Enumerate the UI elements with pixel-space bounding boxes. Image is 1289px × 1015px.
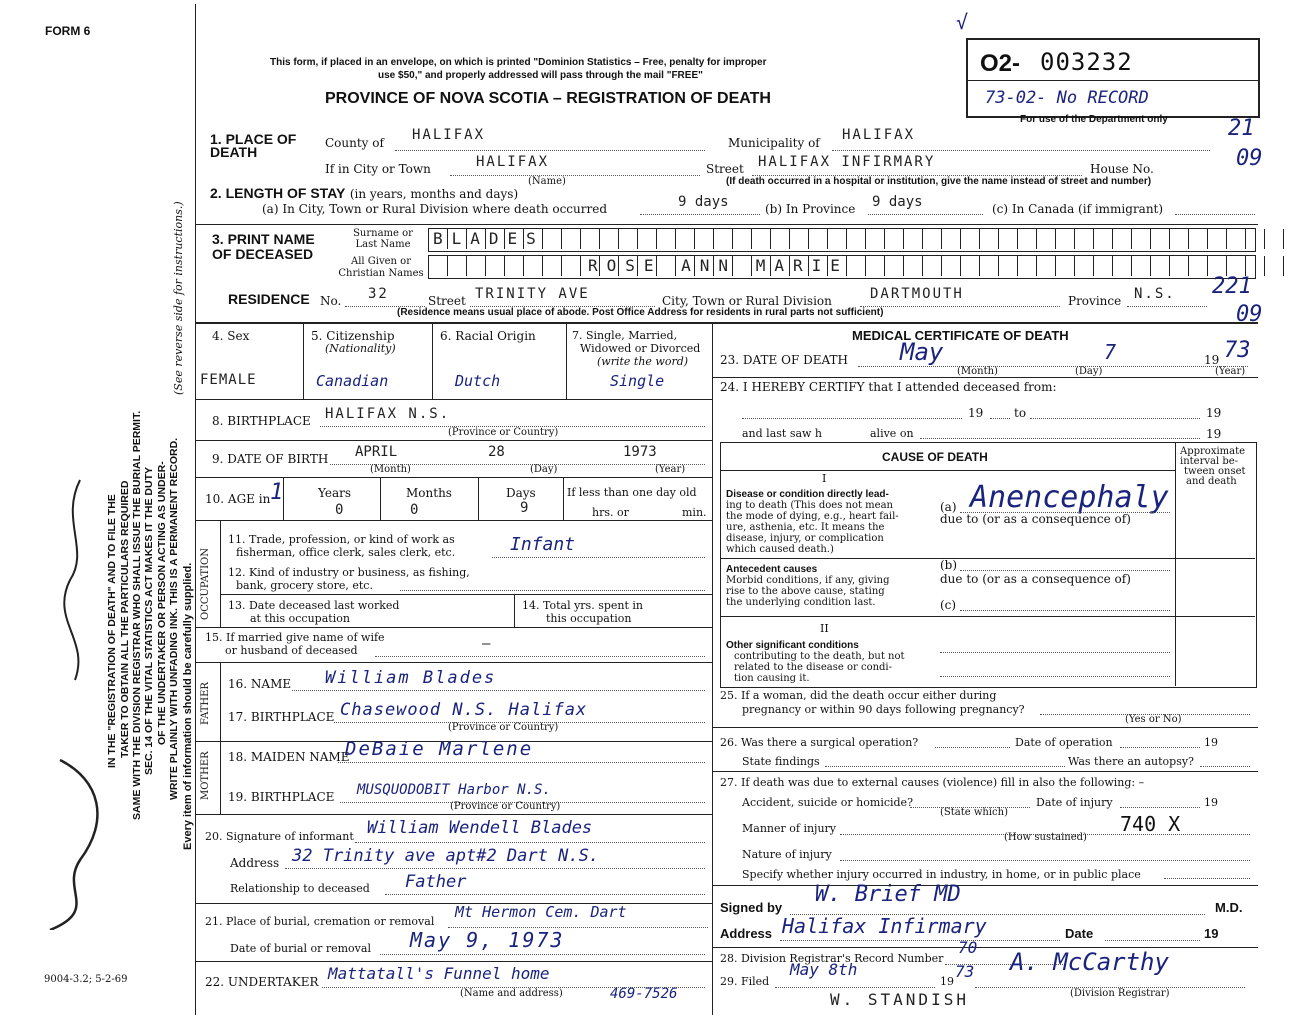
burial-place-value: Mt Hermon Cem. Dart [455,903,627,921]
father-side-label: FATHER [200,682,211,725]
mother-birthplace-label: 19. BIRTHPLACE [228,790,335,804]
father-birthplace-sub: (Province or Country) [448,722,559,733]
residence-label: RESIDENCE [228,291,310,307]
dod-year-prefix: 19 [1204,353,1220,367]
county-value: HALIFAX [412,127,486,143]
filed-value: May 8th [790,960,858,979]
disease-line-3: the mode of dying, e.g., heart fail- [726,511,899,522]
residence-note: (Residence means usual place of abode. Post Office Address for residents in rural parts not sufficient) [397,307,884,318]
reg-number: 003232 [1040,48,1133,76]
marital-value: Single [610,372,665,390]
sex-value: FEMALE [200,372,257,388]
dob-day-label: (Day) [530,464,558,475]
dod-year: 73 [1224,338,1251,363]
margin-signature [20,460,130,930]
undertaker-value: Mattatall's Funnel home [328,964,550,983]
reg-prefix: O2- [980,50,1021,77]
residence-no-value: 32 [368,286,389,302]
dod-month-label: (Month) [957,366,998,377]
place-label: 1. PLACE OF DEATH [210,131,297,160]
stay-a-label: (a) In City, Town or Rural Division where death occurred [262,202,608,216]
notice-line-2: use $50," and properly addressed will pass through the mail "FREE" [378,70,703,81]
margin-line-1: SEC. 14 OF THE VITAL STATISTICS ACT MAKES IT THE DUTY [143,466,155,775]
med-address-value: Halifax Infirmary [782,914,987,938]
residence-city-label: City, Town or Rural Division [662,294,832,308]
city-name-label: (Name) [528,176,566,187]
disease-line-2: ing to death (This does not mean [726,500,893,511]
disease-line-6: which caused death.) [726,544,834,555]
registrar-label: (Division Registrar) [1070,988,1170,999]
given-label: All Given or Christian Names [338,256,424,279]
code-4: 09 [1236,302,1263,327]
cause-b-label: (b) [940,558,958,572]
racial-value: Dutch [455,372,501,390]
marital-label-3: (write the word) [597,355,689,368]
stay-b-label: (b) In Province [765,202,856,216]
undertaker-label: 22. UNDERTAKER [205,975,319,989]
county-label: County of [325,136,384,150]
informant-sig-value: William Wendell Blades [367,818,593,838]
antecedent-title: Antecedent causes [726,564,818,575]
dod-day: 7 [1104,340,1117,364]
years-value: 0 [335,502,346,518]
yes-no-label: (Yes or No) [1125,714,1182,725]
marital-label-1: 7. Single, Married, [572,329,678,342]
dob-label: 9. DATE OF BIRTH [212,452,329,466]
dept-label: For use of the Department only [1020,114,1168,125]
state-which-label: (State which) [940,807,1008,818]
margin-line-3: TAKER TO OBTAIN ALL THE PARTICULARS REQUIRED [119,480,131,758]
mother-birthplace-value: MUSQUODOBIT Harbor N.S. [357,782,551,798]
occupation-side-label: OCCUPATION [200,548,211,620]
code-1: 21 [1228,116,1255,141]
maiden-value: DeBaie Marlene [345,738,534,760]
findings-label: State findings [742,755,820,768]
months-value: 0 [410,502,421,518]
married-value: – [482,636,493,652]
street-label: Street [706,162,744,176]
sex-label: 4. Sex [212,329,250,343]
months-label: Months [406,486,452,500]
med-address-label: Address [720,926,773,941]
total-label-2: this occupation [546,612,632,625]
mother-birthplace-sub: (Province or Country) [450,801,561,812]
hrs-label: hrs. or [592,506,629,519]
dept-note: 73-02- No RECORD [985,88,1149,108]
disease-line-5: disease, injury, or complication [726,533,884,544]
manner-label: Manner of injury [742,822,837,835]
mother-side-label: MOTHER [200,751,211,800]
form-number: FORM 6 [45,24,91,38]
trade-label-2: fisherman, office clerk, sales clerk, etc. [236,546,456,559]
informant-rel-value: Father [405,872,467,892]
medical-title: MEDICAL CERTIFICATE OF DEATH [852,328,1069,343]
dod-month: May [900,338,944,366]
interval-label-1: Approximate [1180,446,1246,457]
cause-c-label: (c) [940,598,957,612]
lessday-label: If less than one day old [567,486,697,499]
signed-value: W. Brief MD [815,882,961,907]
dob-day: 28 [488,444,505,460]
cause-title: CAUSE OF DEATH [882,450,988,464]
father-name-value: William Blades [325,668,497,688]
residence-city-value: DARTMOUTH [870,286,964,302]
dob-year: 1973 [623,444,657,460]
undertaker-phone: 469-7526 [610,986,678,1002]
code-3: 221 [1212,274,1252,299]
municipality-label: Municipality of [728,136,820,150]
deceased-name-label: 3. PRINT NAME OF DECEASED [212,231,315,262]
cause-a-label: (a) [940,500,957,514]
years-label: Years [318,486,352,500]
dob-year-label: (Year) [655,464,686,475]
residence-street-label: Street [428,294,466,308]
q25-line-1: 25. If a woman, did the death occur either during [720,689,997,702]
street-value: HALIFAX INFIRMARY [758,154,936,170]
residence-province-label: Province [1068,294,1122,308]
dod-year-label: (Year) [1215,366,1246,377]
page-title: PROVINCE OF NOVA SCOTIA – REGISTRATION OF DEATH [325,90,771,107]
dob-month-label: (Month) [370,464,411,475]
antecedent-line-3: the underlying condition last. [726,597,876,608]
house-label: House No. [1090,162,1154,176]
q25-line-2: pregnancy or within 90 days following pregnancy? [742,703,1025,716]
min-label: min. [682,506,707,519]
days-label: Days [506,486,536,500]
married-label-2: or husband of deceased [225,644,358,657]
injury-19: 19 [1204,796,1218,809]
lastworked-label-1: 13. Date deceased last worked [228,599,400,612]
given-value: ROSE ANN MARIE [588,256,849,275]
informant-rel-label: Relationship to deceased [230,882,370,895]
stay-a-value: 9 days [678,194,729,210]
residence-no-label: No. [320,294,342,308]
stay-label: 2. LENGTH OF STAY (in years, months and days) [210,185,519,201]
undertaker-sub: (Name and address) [460,988,563,999]
total-label-1: 14. Total yrs. spent in [522,599,643,612]
surname-value: BLADES [433,229,545,248]
antecedent-line-1: Morbid conditions, if any, giving [726,575,890,586]
manner-code: 740 X [1120,812,1181,836]
check-mark: √ [956,10,969,34]
burial-place-label: 21. Place of burial, cremation or removal [205,915,435,928]
other-line-1: contributing to the death, but not [734,651,905,662]
racial-label: 6. Racial Origin [440,329,536,343]
industry-label-2: bank, grocery store, etc. [236,579,373,592]
stay-c-label: (c) In Canada (if immigrant) [992,202,1164,216]
notice-line-1: This form, if placed in an envelope, on which is printed "Dominion Statistics – Free, penalty for improper [270,57,767,68]
dob-month: APRIL [355,444,398,460]
father-birthplace-label: 17. BIRTHPLACE [228,710,335,724]
roman-2: II [820,622,829,635]
op-19: 19 [1204,736,1218,749]
informant-address-label: Address [230,856,280,870]
lastworked-label-2: at this occupation [250,612,350,625]
burial-date-value: May 9, 1973 [410,928,565,952]
code-2: 09 [1236,146,1263,171]
specify-label: Specify whether injury occurred in industry, in home, or in public place [742,868,1141,881]
surname-label: Surname or Last Name [353,228,413,250]
stay-b-value: 9 days [872,194,923,210]
residence-street-value: TRINITY AVE [475,286,590,302]
registrar-signature: A. McCarthy [1010,948,1169,976]
dod-label: 23. DATE OF DEATH [720,353,848,367]
med-date-label: Date [1065,926,1094,941]
md-label: M.D. [1215,900,1243,915]
citizenship-label: 5. Citizenship [311,329,395,343]
nature-label: Nature of injury [742,848,832,861]
city-label: If in City or Town [325,162,431,176]
how-label: (How sustained) [1004,832,1087,843]
disease-line-4: ure, asthenia, etc. It means the [726,522,885,533]
injury-date-label: Date of injury [1036,796,1113,809]
days-value: 9 [520,500,531,516]
med-date-19: 19 [1204,926,1219,941]
residence-province-value: N.S. [1134,286,1176,302]
informant-sig-label: 20. Signature of informant [205,830,354,843]
trade-value: Infant [510,534,576,555]
other-title: Other significant conditions [726,640,859,651]
certify-to: to [1014,406,1027,420]
margin-line-5: SAME WITH THE DIVISION REGISTRAR WHO SHALL ISSUE THE BURIAL PERMIT. [131,410,143,820]
disease-line-1: Disease or condition directly lead- [726,489,889,500]
q29-label: 29. Filed [720,975,770,988]
antecedent-line-2: rise to the above cause, stating [726,586,885,597]
interval-label-4: and death [1186,476,1237,487]
father-name-label: 16. NAME [228,677,292,691]
filed-year-prefix: 19 [940,975,954,988]
q27-label: 27. If death was due to external causes (violence) fill in also the following: – [720,776,1145,789]
birthplace-sub: (Province or Country) [448,427,559,438]
hospital-note: (If death occurred in a hospital or institution, give the name instead of street and number) [726,176,1152,187]
citizenship-value: Canadian [316,372,389,390]
other-line-3: tion causing it. [734,673,810,684]
municipality-value: HALIFAX [842,127,916,143]
due-to-1: due to (or as a consequence of) [940,512,1131,526]
margin-line-8: (See reverse side for instructions.) [172,201,185,395]
birthplace-value: HALIFAX N.S. [325,406,451,422]
interval-label-3: tween onset [1184,466,1246,477]
autopsy-label: Was there an autopsy? [1068,755,1194,768]
roman-1: I [822,472,827,485]
burial-date-label: Date of burial or removal [230,942,371,955]
due-to-2: due to (or as a consequence of) [940,572,1131,586]
father-birthplace-value: Chasewood N.S. Halifax [340,700,588,720]
birthplace-label: 8. BIRTHPLACE [212,414,311,428]
q28-label: 28. Division Registrar's Record Number [720,952,944,965]
stamp: W. STANDISH [830,990,969,1009]
certify-19-a: 19 [968,406,984,420]
alive-19: 19 [1206,427,1222,441]
form-code: 9004-3.2; 5-2-69 [44,974,128,985]
certify-19-b: 19 [1206,406,1222,420]
margin-line-2: OF THE UNDERTAKER OR PERSON ACTING AS UNDER- [156,461,168,745]
married-label-1: 15. If married give name of wife [205,631,385,644]
interval-label-2: interval be- [1180,456,1239,467]
industry-label-1: 12. Kind of industry or business, as fishing, [228,566,470,579]
margin-line-4: IN THE "REGISTRATION OF DEATH" AND TO FILE THE [106,494,118,768]
record-number: 70 [958,938,978,957]
trade-label-1: 11. Trade, profession, or kind of work as [228,533,455,546]
signed-label: Signed by [720,900,783,915]
op-date-label: Date of operation [1015,736,1113,749]
lastsaw-label: and last saw h [742,427,823,440]
city-value: HALIFAX [476,154,550,170]
maiden-label: 18. MAIDEN NAME [228,750,350,764]
marital-label-2: Widowed or Divorced [580,342,701,355]
filed-year: 73 [955,962,975,981]
citizenship-sub: (Nationality) [325,342,396,355]
certify-text: 24. I HEREBY CERTIFY that I attended deceased from: [720,380,1057,394]
q26-label: 26. Was there a surgical operation? [720,736,919,749]
alive-label: alive on [870,427,914,440]
age-check: 1 [270,480,284,505]
margin-line-7: Every item of information should be carefully supplied. [182,562,194,850]
age-label: 10. AGE in [205,492,271,506]
accident-label: Accident, suicide or homicide? [742,796,913,809]
margin-line-6: WRITE PLAINLY WITH UNFADING INK. THIS IS A PERMANENT RECORD. [168,437,180,800]
dod-day-label: (Day) [1075,366,1103,377]
informant-address-value: 32 Trinity ave apt#2 Dart N.S. [292,846,600,866]
cause-a-value: Anencephaly [970,480,1169,515]
other-line-2: related to the disease or condi- [734,662,893,673]
